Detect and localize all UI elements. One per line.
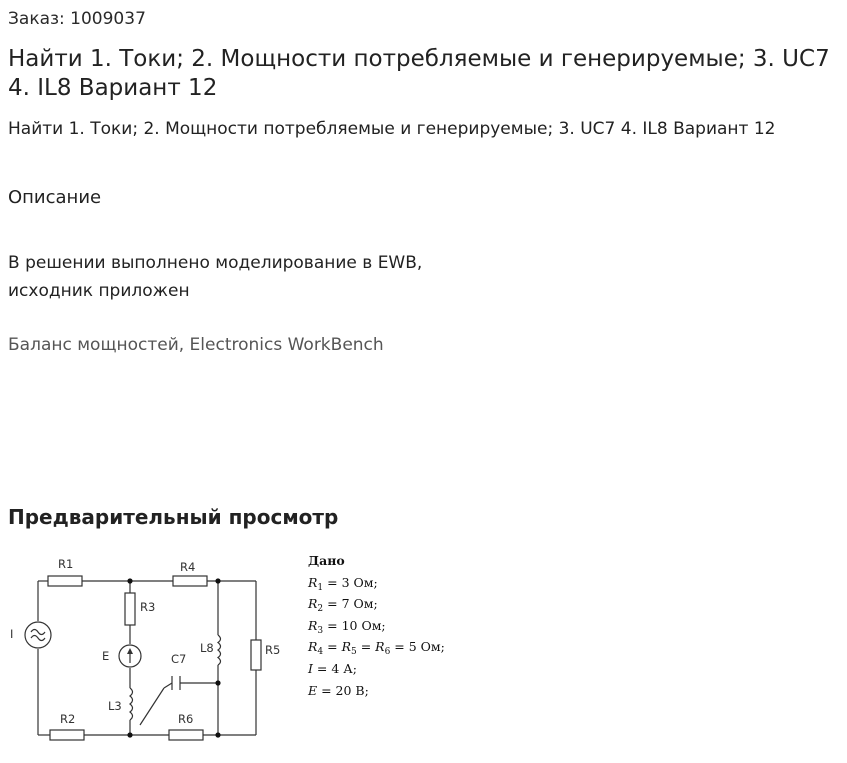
given-r2: $R_2 = 7$ Ом; — [308, 596, 378, 615]
given-data — [308, 550, 445, 701]
given-r3: $R_3 = 10$ Ом; — [308, 617, 386, 636]
description-heading: Описание — [8, 187, 102, 208]
r3-label: R3 — [140, 600, 156, 614]
e-label: E — [102, 649, 110, 663]
page-title: Найти 1. Токи; 2. Мощности потребляемые и генерируемые; 3. UC7 4. IL8 Вариант 12 — [8, 46, 830, 101]
r2-label: R2 — [60, 712, 76, 726]
given-e: E = 20 В; — [308, 682, 369, 698]
r5-resistor — [251, 640, 261, 670]
given-r1: $R_1 = 3$ Ом; — [308, 574, 378, 593]
given-title: Дано — [308, 553, 345, 568]
current-source-i — [25, 622, 51, 648]
order-number: Заказ: 1009037 — [8, 9, 146, 29]
description-text: В решении выполнено моделирование в EWB, исходник приложен — [8, 253, 423, 301]
r6-label: R6 — [178, 712, 194, 726]
given-i: I = 4 А; — [308, 660, 357, 676]
i-label: I — [10, 627, 14, 641]
c7-label: C7 — [171, 652, 187, 666]
r4-label: R4 — [180, 560, 196, 574]
r6-resistor — [169, 730, 203, 740]
r4-resistor — [173, 576, 207, 586]
tags: Баланс мощностей, Electronics WorkBench — [8, 335, 384, 355]
page-subtitle: Найти 1. Токи; 2. Мощности потребляемые и генерируемые; 3. UC7 4. IL8 Вариант 12 — [8, 119, 776, 139]
l8-label: L8 — [200, 641, 214, 655]
given-r456: $R_4 = R_5 = R_6 = 5$ Ом; — [308, 639, 445, 658]
l3-label: L3 — [108, 699, 122, 713]
r1-resistor — [48, 576, 82, 586]
r3-resistor — [125, 593, 135, 625]
r5-label: R5 — [265, 643, 281, 657]
r2-resistor — [50, 730, 84, 740]
circuit-diagram — [0, 548, 300, 753]
preview-heading: Предварительный просмотр — [8, 505, 339, 529]
r1-label: R1 — [58, 557, 74, 571]
